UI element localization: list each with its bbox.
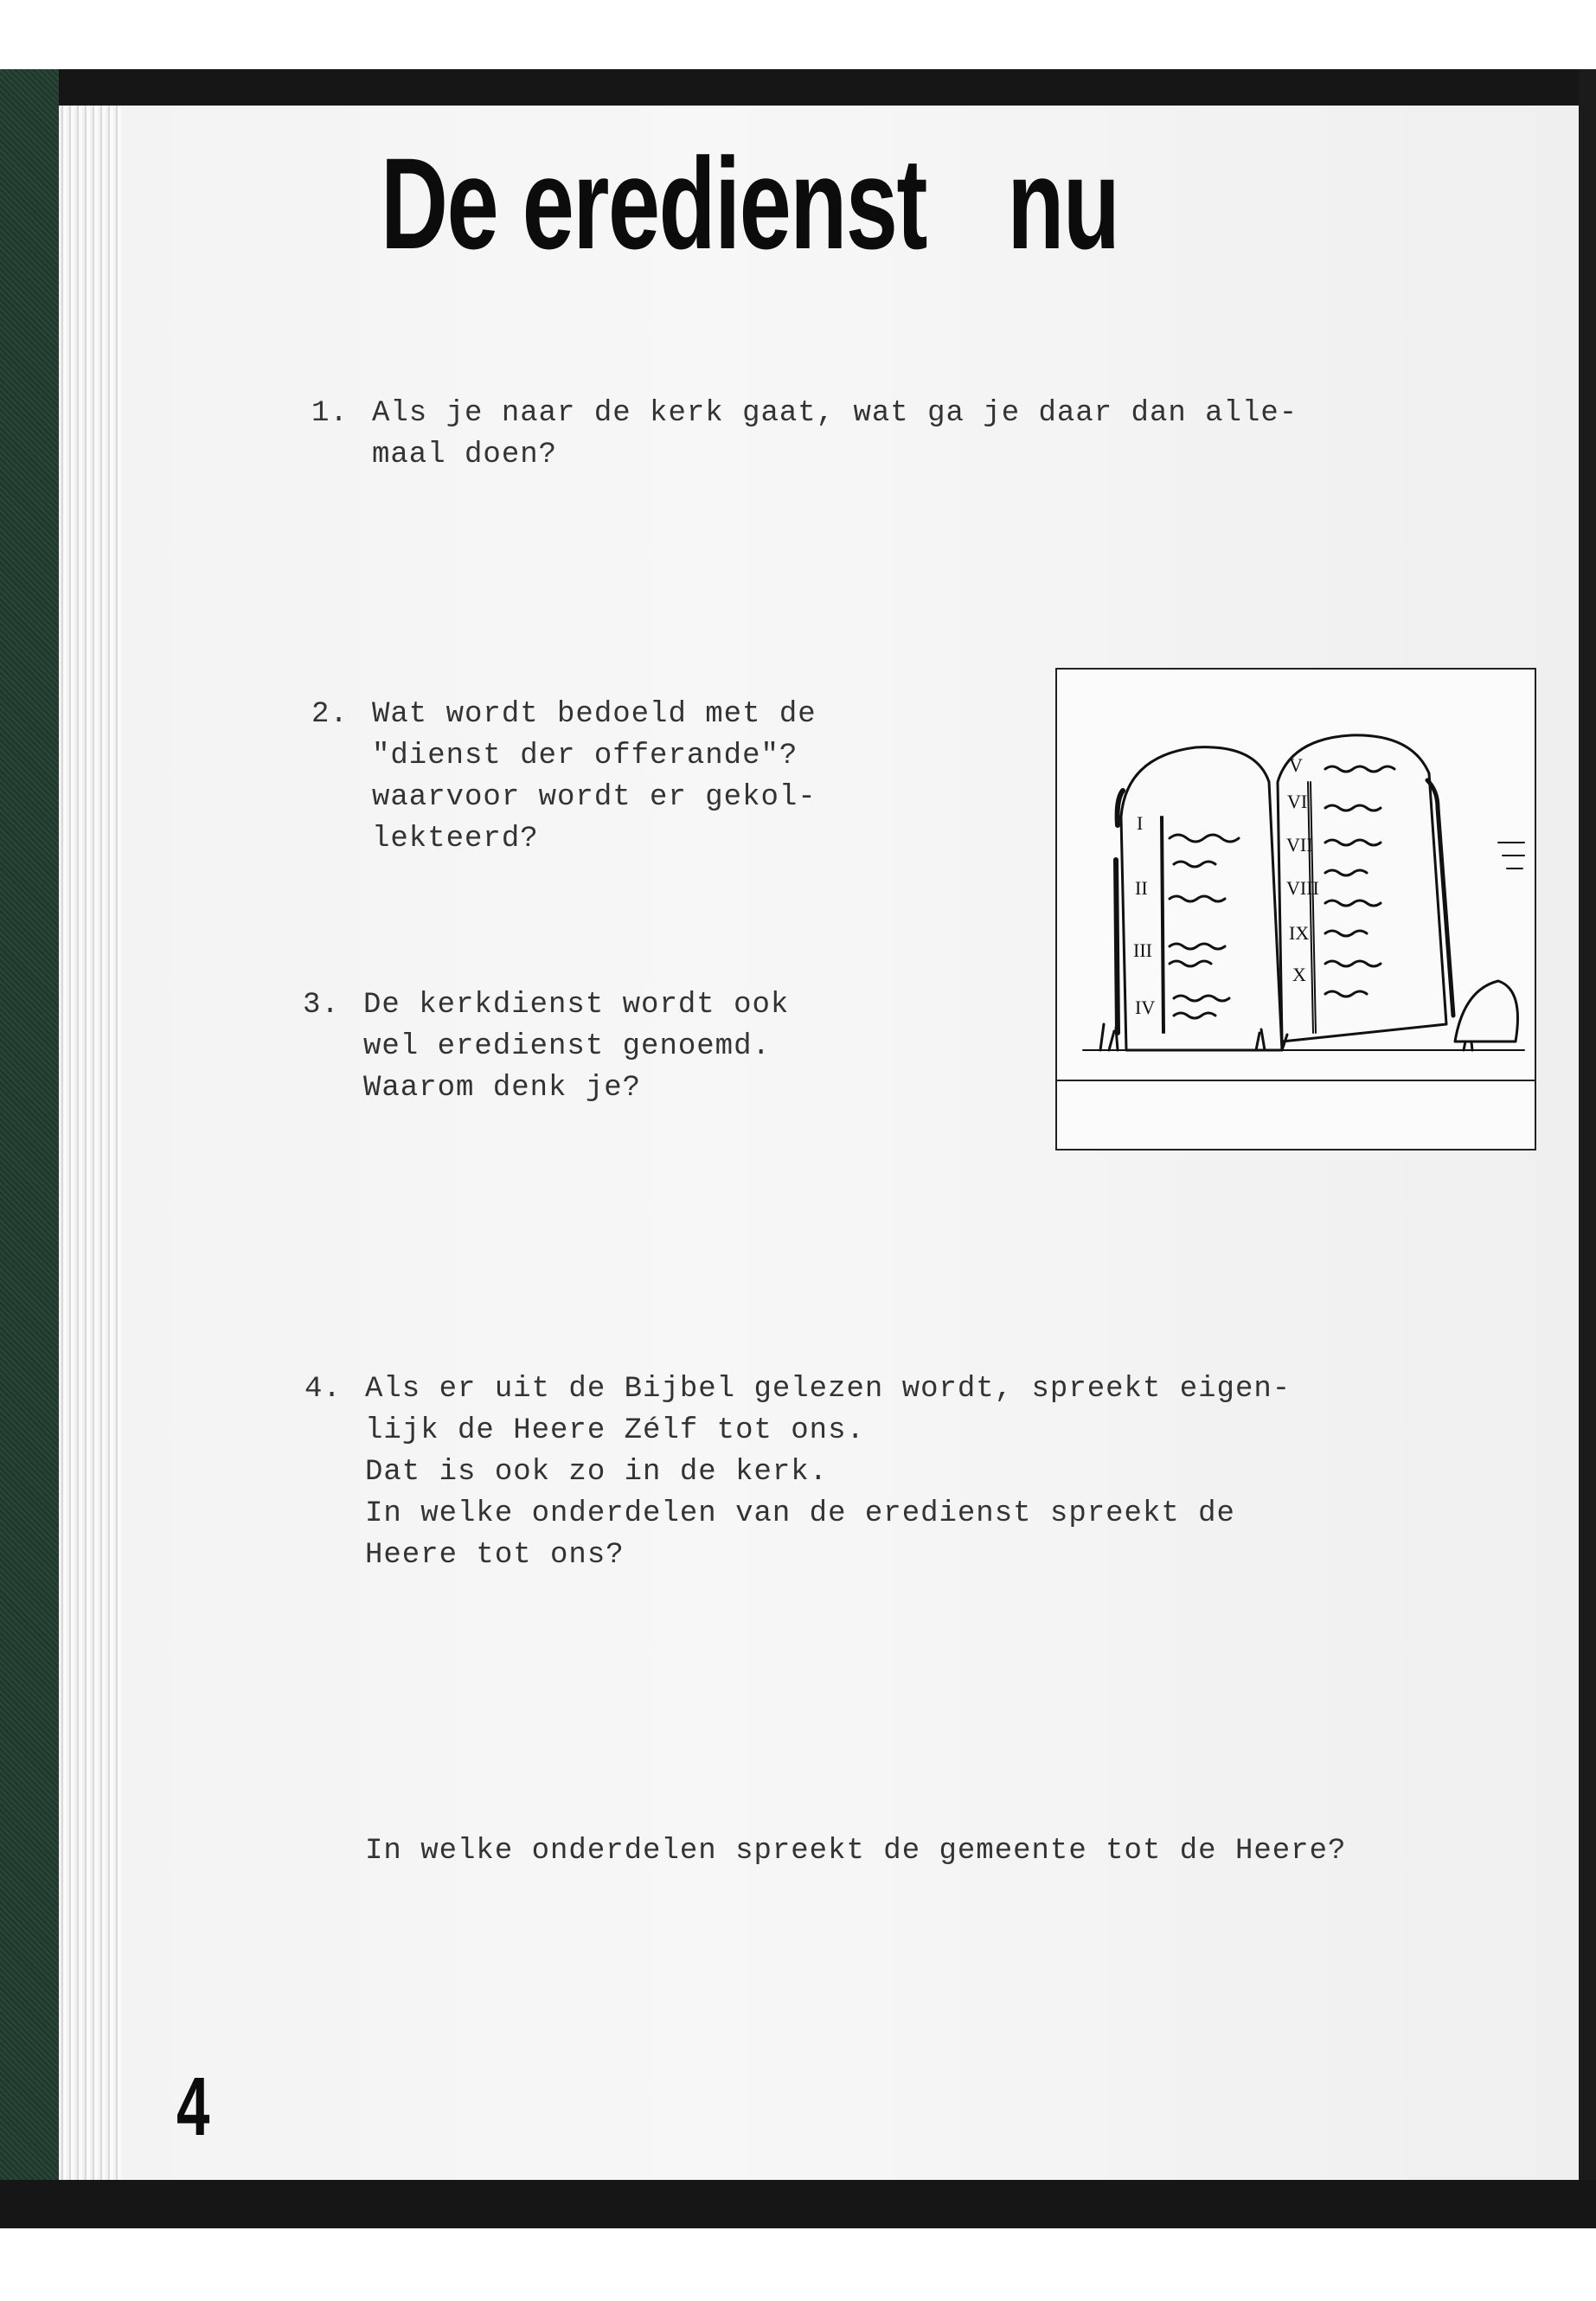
question-line: Heere tot ons? — [365, 1539, 625, 1572]
scan-background-bottom — [0, 2180, 1596, 2228]
title-word: eredienst — [522, 131, 927, 276]
numeral: VIII — [1286, 877, 1319, 899]
numeral: V — [1289, 754, 1303, 776]
question-line: "dienst der offerande"? — [372, 740, 798, 772]
book-spine — [0, 69, 59, 2206]
question-line: wel eredienst genoemd. — [363, 1030, 771, 1063]
question-number: 3. — [303, 989, 340, 1022]
page-title — [381, 131, 1119, 276]
title-word: nu — [1007, 131, 1119, 276]
question-1 — [311, 393, 1298, 476]
numeral: III — [1133, 939, 1152, 961]
question-line: lijk de Heere Zélf tot ons. — [365, 1414, 865, 1447]
question-line: Waarom denk je? — [363, 1072, 642, 1105]
numeral: IX — [1289, 922, 1310, 944]
question-line: maal doen? — [372, 439, 558, 471]
question-line: De kerkdienst wordt ook — [363, 989, 790, 1022]
illustration-frame — [1055, 668, 1536, 1150]
numeral: II — [1135, 877, 1148, 899]
question-line: lekteerd? — [372, 823, 539, 856]
question-line: Als je naar de kerk gaat, wat ga je daar dan alle- — [372, 397, 1298, 430]
question-line: Als er uit de Bijbel gelezen wordt, spreekt eigen- — [365, 1373, 1292, 1406]
question-line: In welke onderdelen spreekt de gemeente tot de Heere? — [365, 1835, 1347, 1868]
scan-background-top — [0, 69, 1596, 106]
page-edges — [59, 106, 128, 2182]
question-5 — [365, 1830, 1346, 1872]
question-line: waarvoor wordt er gekol- — [372, 781, 817, 814]
numeral: IV — [1135, 997, 1156, 1018]
numeral: VI — [1287, 791, 1308, 812]
illustration-caption-line — [1057, 1080, 1535, 1081]
page-number: 4 — [176, 2061, 210, 2153]
question-3 — [303, 984, 790, 1109]
question-2 — [311, 694, 817, 860]
question-line: Dat is ook zo in de kerk. — [365, 1456, 829, 1489]
question-4 — [304, 1368, 1292, 1576]
title-word: De — [381, 131, 498, 276]
ten-commandments-tablets-icon — [1066, 687, 1529, 1067]
question-line: In welke onderdelen van de eredienst spreekt de — [365, 1497, 1235, 1530]
question-number: 1. — [311, 397, 349, 430]
numeral: X — [1292, 964, 1306, 985]
question-line: Wat wordt bedoeld met de — [372, 698, 817, 731]
scan-background-right — [1579, 69, 1596, 2206]
numeral: VII — [1286, 834, 1313, 856]
numeral: I — [1137, 812, 1144, 834]
question-number: 4. — [304, 1373, 342, 1406]
question-number: 2. — [311, 698, 349, 731]
